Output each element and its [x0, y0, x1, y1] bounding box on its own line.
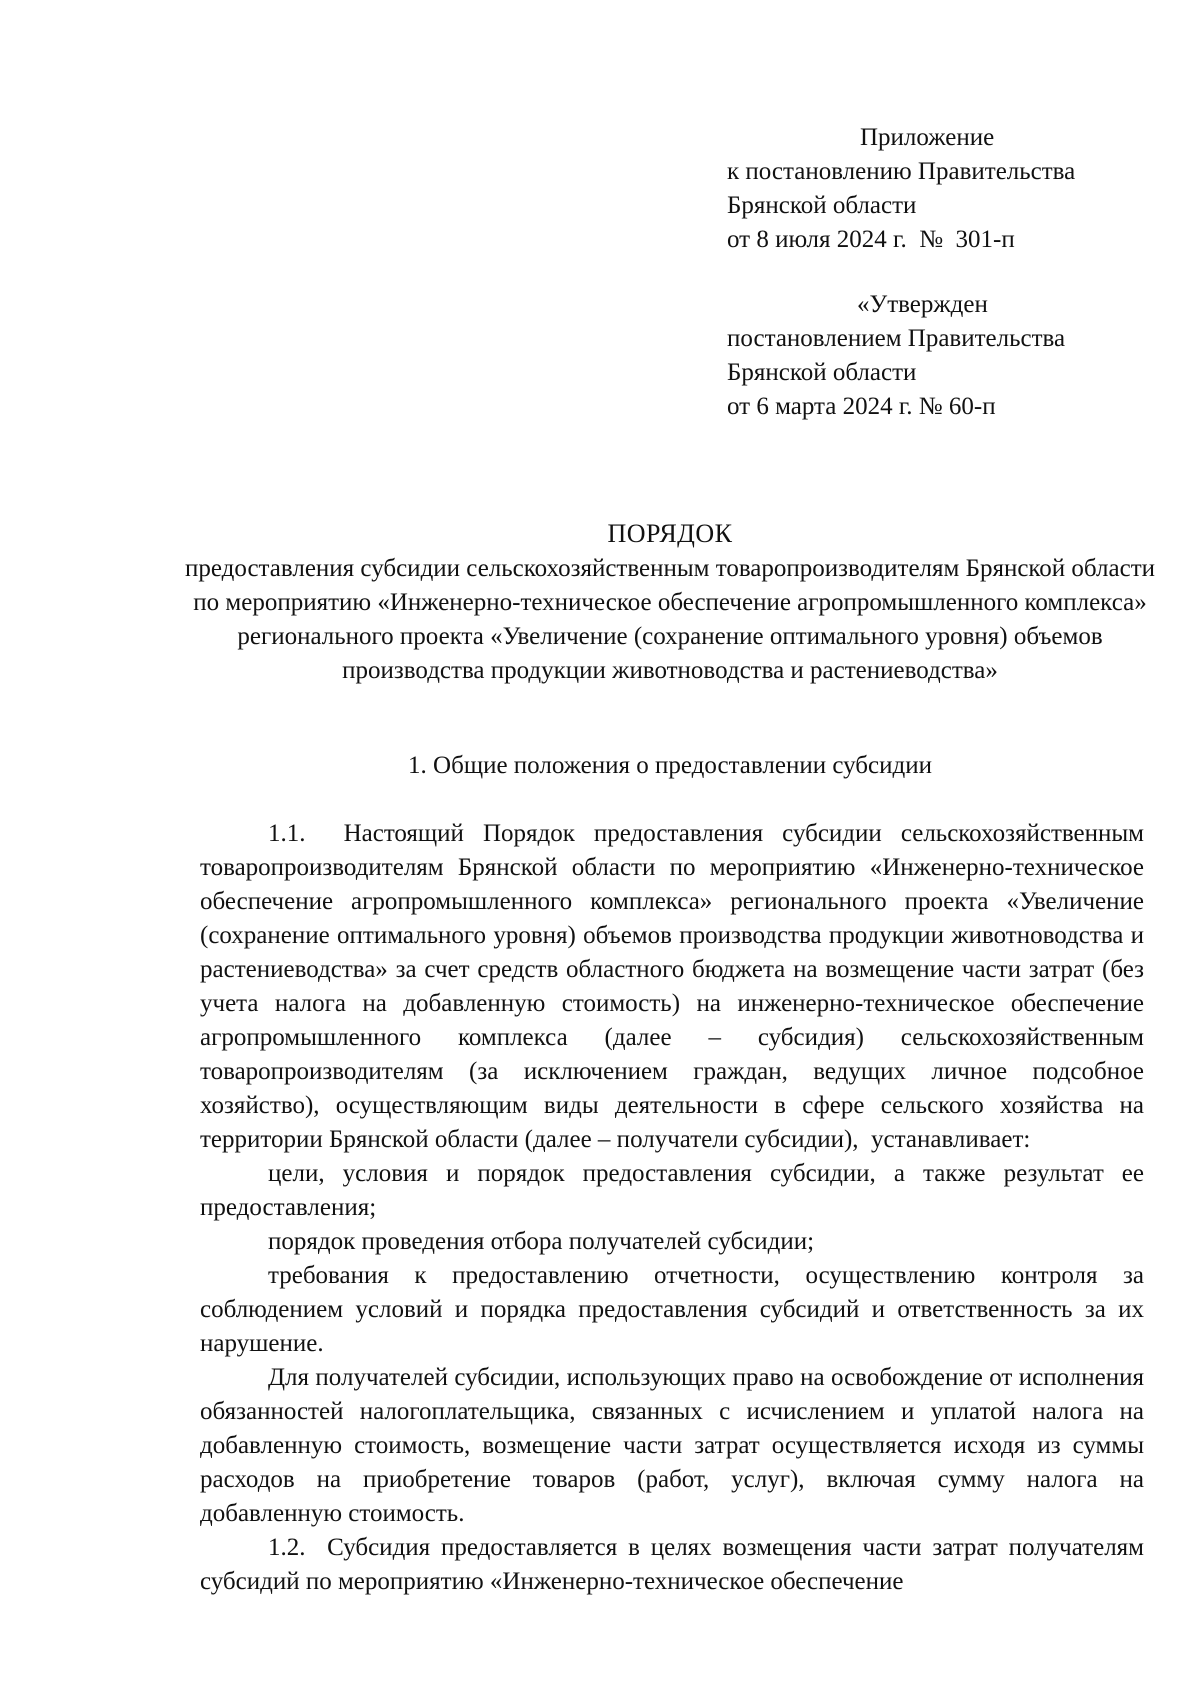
document-title: ПОРЯДОК: [607, 519, 733, 548]
approval-line: Брянской области: [727, 359, 917, 386]
appendix-line: Брянской области: [727, 192, 917, 219]
approval-line: постановлением Правительства: [727, 325, 1066, 352]
document-body: [200, 817, 1151, 1599]
appendix-block: [727, 121, 1147, 257]
appendix-line: к постановлению Правительства: [727, 158, 1076, 185]
appendix-line: от 8 июля 2024 г. № 301-п: [727, 226, 1015, 253]
paragraph: цели, условия и порядок предоставления субсидии, а также результат ее предоставления;: [200, 1160, 1144, 1221]
paragraph: порядок проведения отбора получателей субсидии;: [268, 1228, 815, 1255]
paragraph: 1.1. Настоящий Порядок предоставления субсидии сельскохозяйственным товаропроизводителям Брянской области по мероприятию «Инженерно-техническое обеспечение агропромышленного комплекса» регионального проекта «Увеличение (сохранение оптимального уровня) объемов производства продукции животноводства и растениеводства» за счет средств областного бюджета на возмещение части затрат (без учета налога на добавленную стоимость) на инженерно-техническое обеспечение агропромышленного комплекса (далее – субсидия) сельскохозяйственным товаропроизводителям (за исключением граждан, ведущих личное подсобное хозяйство), осуществляющим виды деятельности в сфере сельского хозяйства на территории Брянской области (далее – получатели субсидии), устанавливает:: [200, 820, 1151, 1153]
approval-block: [727, 288, 1147, 424]
section-heading: 1. Общие положения о предоставлении субсидии: [408, 752, 932, 779]
approval-line: «Утвержден: [857, 291, 988, 318]
document-subtitle: предоставления субсидии сельскохозяйственным товаропроизводителям Брянской области по мероприятию «Инженерно-техническое обеспечение агропромышленного комплекса» регионального проекта «Увеличение (сохранение оптимального уровня) объемов производства продукции животноводства и растениеводства»: [184, 555, 1156, 684]
paragraph: требования к предоставлению отчетности, осуществлению контроля за соблюдением условий и порядка предоставления субсидий и ответственность за их нарушение.: [200, 1262, 1144, 1357]
approval-line: от 6 марта 2024 г. № 60-п: [727, 393, 996, 420]
appendix-line: Приложение: [860, 124, 995, 151]
paragraph: Для получателей субсидии, использующих право на освобождение от исполнения обязанностей налогоплательщика, связанных с исчислением и уплатой налога на добавленную стоимость, возмещение части затрат осуществляется исходя из суммы расходов на приобретение товаров (работ, услуг), включая сумму налога на добавленную стоимость.: [200, 1364, 1144, 1527]
paragraph: 1.2. Субсидия предоставляется в целях возмещения части затрат получателям субсидий по мероприятию «Инженерно-техническое обеспечение: [200, 1534, 1151, 1595]
